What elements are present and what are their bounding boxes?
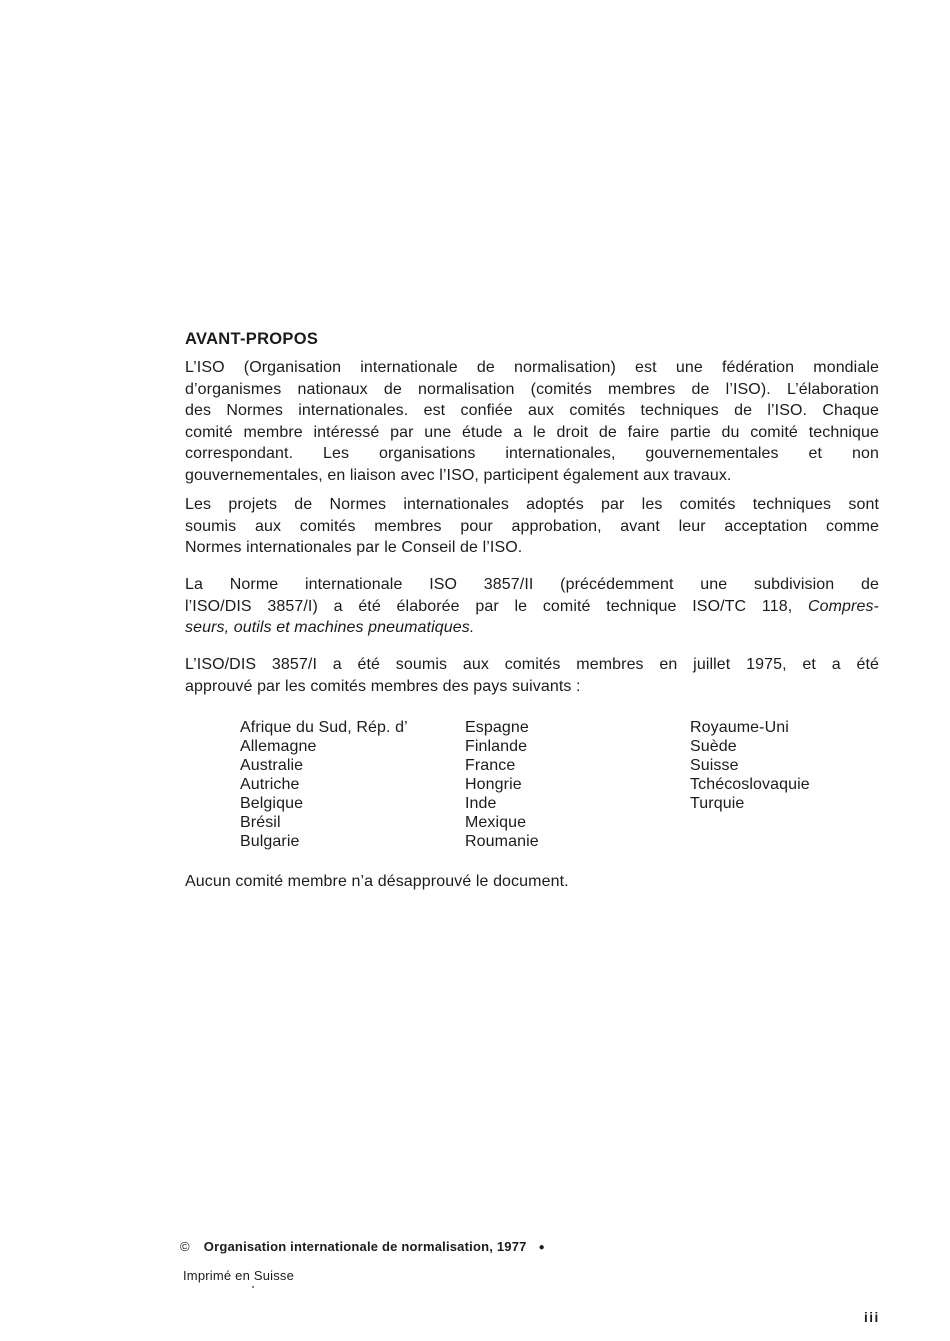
printed-in-text: Imprimé en Suisse [183, 1268, 295, 1283]
print-speck [252, 1286, 254, 1288]
country-list-column-1 [240, 718, 408, 851]
text-line: d’organismes nationaux de normalisation (comités membres de l’ISO). L’élaboration [185, 380, 879, 398]
country-item: Bulgarie [240, 833, 300, 850]
text-line: La Norme internationale ISO 3857/II (précédemment une subdivision de [185, 576, 879, 593]
country-item: Afrique du Sud, Rép. d’ [240, 719, 408, 736]
copyright-icon: © [180, 1239, 190, 1254]
country-item: Allemagne [240, 738, 317, 755]
text-line: des Normes internationales. est confiée aux comités techniques de l’ISO. Chaque [185, 402, 879, 419]
page-number: iii [864, 1310, 880, 1325]
country-item: Inde [465, 795, 497, 812]
text-line: approuvé par les comités membres des pays suivants : [185, 677, 581, 695]
copyright-text: Organisation internationale de normalisation, 1977 [203, 1239, 527, 1254]
country-item: Royaume-Uni [690, 719, 789, 736]
copyright-line [180, 1239, 545, 1254]
country-item: Suisse [690, 757, 739, 774]
country-item: Brésil [240, 814, 281, 831]
country-item: Tchécoslovaquie [690, 776, 810, 793]
text-line: seurs, outils et machines pneumatiques. [185, 619, 475, 636]
text-line: correspondant. Les organisations internationales, gouvernementales et non [185, 445, 879, 462]
text-line: Les projets de Normes internationales adoptés par les comités techniques sont [185, 496, 879, 513]
text-line: soumis aux comités membres pour approbation, avant leur acceptation comme [185, 517, 879, 535]
country-item: Roumanie [465, 833, 539, 850]
page-title: AVANT-PROPOS [185, 330, 319, 348]
country-item: Belgique [240, 795, 304, 812]
country-item: Espagne [465, 719, 529, 736]
paragraph-approval-intro [185, 654, 879, 697]
paragraph-standard-origin [185, 574, 879, 639]
paragraph-iso-federation [185, 357, 879, 486]
country-item: Australie [240, 757, 304, 774]
country-item: Autriche [240, 776, 300, 793]
text-line: comité membre intéressé par une étude a le droit de faire partie du comité technique [185, 423, 879, 441]
country-list-column-3 [690, 718, 810, 813]
closing-statement: Aucun comité membre n’a désapprouvé le document. [185, 873, 569, 890]
country-item: Turquie [690, 795, 745, 812]
bullet-icon: ● [538, 1242, 545, 1253]
country-list-column-2 [465, 718, 539, 851]
text-line: l’ISO/DIS 3857/I) a été élaborée par le comité technique ISO/TC 118, Compres- [185, 597, 879, 615]
text-line: Normes internationales par le Conseil de l’ISO. [185, 539, 523, 556]
text-line: gouvernementales, en liaison avec l’ISO, participent également aux travaux. [185, 466, 732, 484]
country-item: Finlande [465, 738, 528, 755]
paragraph-draft-standards [185, 494, 879, 559]
text-line: L’ISO (Organisation internationale de normalisation) est une fédération mondiale [185, 359, 879, 376]
country-item: Mexique [465, 814, 527, 831]
country-item: France [465, 757, 516, 774]
country-item: Hongrie [465, 776, 522, 793]
country-item: Suède [690, 738, 737, 755]
text-line: L’ISO/DIS 3857/I a été soumis aux comités membres en juillet 1975, et a été [185, 656, 879, 673]
